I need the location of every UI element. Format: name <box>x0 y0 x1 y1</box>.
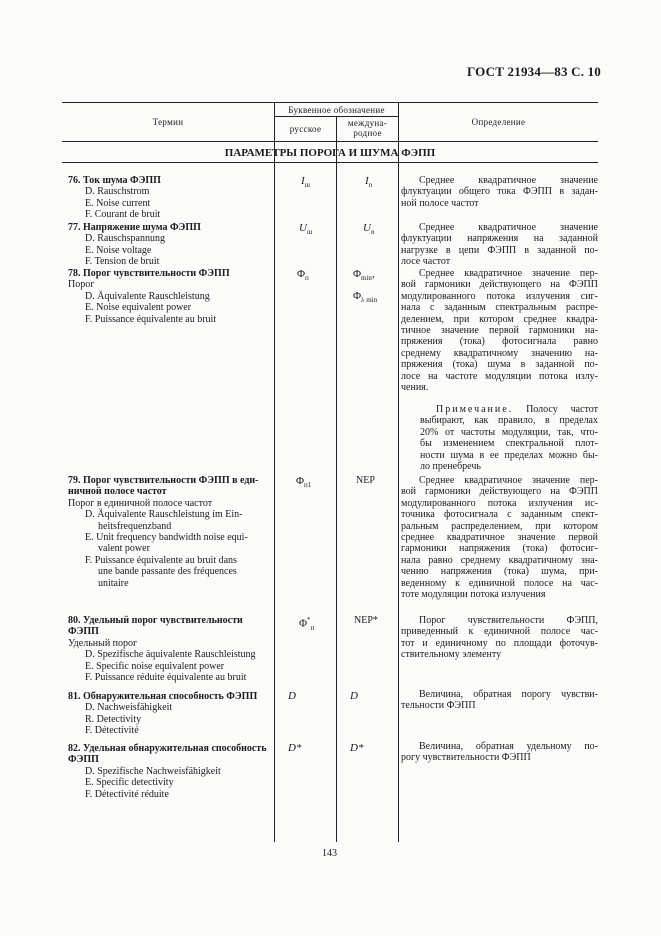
symbol-ru-77: $U_ш$ <box>299 222 313 237</box>
term-entry-76: 76. Ток шума ФЭПП D. Rauschstrom E. Noise current F. Courant de bruit <box>68 175 161 221</box>
symbol-int-76: $I_n$ <box>365 175 373 190</box>
term-entry-77: 77. Напряжение шума ФЭПП D. Rauschspannung E. Noise voltage F. Tension de bruit <box>68 222 201 268</box>
definition-81: Величина, обратная порогу чувстви- тельности ФЭПП <box>401 689 598 712</box>
definition-80: Порог чувствительности ФЭПП, приведенный к единичной полосе час- тот и единичному по площади фоточув- ствительному элементу <box>401 615 598 661</box>
symbol-int-77: $U_n$ <box>363 222 375 237</box>
symbol-ru-81: D <box>288 690 296 702</box>
term-entry-80: 80. Удельный порог чувствительности ФЭПП Удельный порог D. Spezifische äquivalente Rauschleistung E. Specific noise equivalent power F. Puissance réduite équivalente au bruit <box>68 615 256 684</box>
definition-82: Величина, обратная удельному по- рогу чувствительности ФЭПП <box>401 741 598 764</box>
document-reference: ГОСТ 21934—83 С. 10 <box>467 64 601 79</box>
term-entry-82: 82. Удельная обнаружительная способность ФЭПП D. Spezifische Nachweisfähigkeit E. Specific detectivity F. Détectivité réduite <box>68 743 267 800</box>
symbol-int-79: NEP <box>356 475 375 486</box>
page-number: 143 <box>322 848 337 859</box>
term-entry-79: 79. Порог чувствительности ФЭПП в еди- ничной полосе частот Порог в единичной полосе частот D. Äquivalente Rauschleistung im Ein- heitsfrequenzband E. Unit frequency bandwidth noise equi- valent power F. Puissance équivalente au bruit dans une bande passante des fréquences unitaire <box>68 475 259 589</box>
symbol-ru-82: D* <box>288 742 302 754</box>
term-entry-78: 78. Порог чувствительности ФЭПП Порог D. Äquivalente Rauschleistung E. Noise equivalent power F. Puissance équivalente au bruit <box>68 268 230 325</box>
header-term: Термин <box>152 117 184 127</box>
header-symbol: Буквенное обозначение <box>288 105 385 115</box>
note-78: Примечание. Полосу частот выбирают, как правило, в пределах 20% от частоты модуляции, так, что- бы изменением спектральной плот- ности шума в ее пределах можно бы- ло пренебречь <box>420 404 598 473</box>
table-top-rule <box>62 102 598 103</box>
table-header-bottom-rule <box>62 141 598 142</box>
symbol-ru-79: $\Phi_{п1}$ <box>296 475 312 490</box>
header-international: междуна- родное <box>347 118 388 138</box>
definition-77: Среднее квадратичное значение флуктуации напряжения на заданной нагрузке в цепи ФЭПП в заданной по- лосе частот <box>401 222 598 268</box>
column-divider-definition <box>398 102 399 842</box>
term-entry-81: 81. Обнаружительная способность ФЭПП D. Nachweisfähigkeit R. Detectivity F. Détectivité <box>68 691 258 737</box>
column-divider-term <box>274 102 275 842</box>
definition-78: Среднее квадратичное значение пер- вой гармоники действующего на ФЭПП модулированного потока излучения сиг- нала с заданным спектральным распре- делением, при котором среднее квадра- тичное значение первой гармоники на- пряжения (тока) фотосигнала равно среднему квадратичному значению на- пряжения (тока) шума в заданной по- лосе на частоте модуляции потока излу- чения. <box>401 268 598 394</box>
symbol-ru-80: $\Phi^*_п$ <box>299 616 315 632</box>
symbol-ru-78: $\Phi_п$ <box>297 268 309 283</box>
symbol-int-80: NEP* <box>354 615 378 626</box>
symbol-int-78: $\Phi_{min}$, <box>353 268 375 283</box>
section-title: ПАРАМЕТРЫ ПОРОГА И ШУМА ФЭПП <box>224 147 436 159</box>
header-russian: русское <box>289 124 322 134</box>
column-divider-symbols <box>336 116 337 842</box>
symbol-ru-76: $I_ш$ <box>301 175 311 190</box>
symbol-int-78-spectral: $\Phi_{\lambda min}$ <box>353 290 378 305</box>
definition-76: Среднее квадратичное значение флуктуации общего тока ФЭПП в задан- ной полосе частот <box>401 175 598 209</box>
definition-79: Среднее квадратичное значение пер- вой гармоники действующего на ФЭПП модулированного потока излучения ис- точника фотосигнала с заданным спект- ральным распределением, при котором среднее квадратичное значение первой гармоники напряжения (тока) фотосиг- нала равно среднему квадратичному зна- чению напряжения (тока) шума, при- веденному к единичной полосе на час- тоте модуляции потока излучения <box>401 475 598 601</box>
section-title-rule <box>62 162 598 163</box>
symbol-int-81: D <box>350 690 358 702</box>
symbol-int-82: D* <box>350 742 364 754</box>
header-definition: Определение <box>471 117 526 127</box>
